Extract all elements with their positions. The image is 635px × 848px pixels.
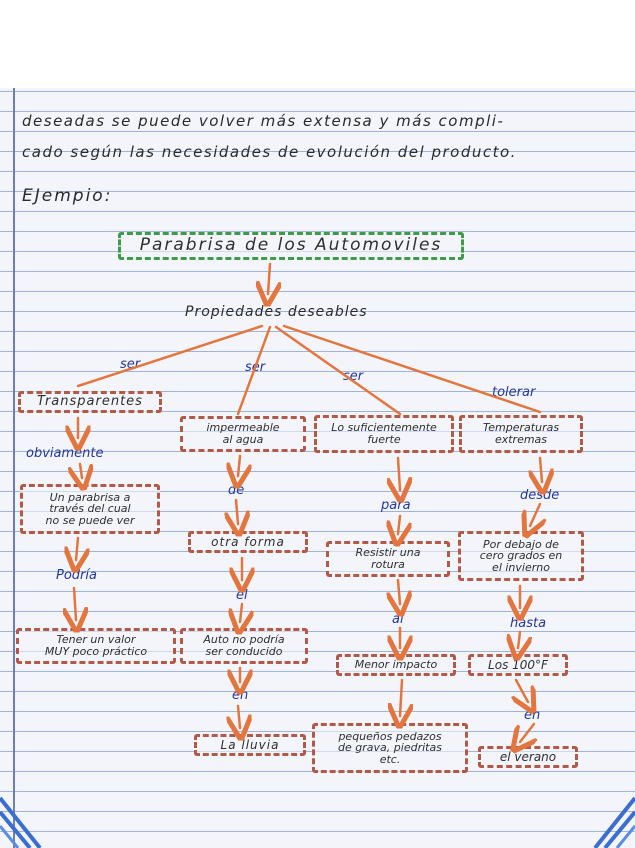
node-100f: Los 100°F bbox=[468, 654, 568, 676]
notebook-corner-right bbox=[575, 778, 635, 848]
node-line: MUY poco práctico bbox=[44, 645, 148, 658]
node-line: impermeable bbox=[206, 421, 280, 435]
connector-desde: desde bbox=[520, 488, 560, 503]
node-line: de grava, piedritas bbox=[338, 741, 442, 755]
branch-label-ser-1: ser bbox=[120, 357, 141, 372]
node-line: Auto no podría bbox=[203, 633, 285, 647]
properties-label: Propiedades deseables bbox=[185, 304, 368, 320]
connector-para: para bbox=[381, 498, 411, 513]
node-line: Tener un valor bbox=[56, 633, 136, 647]
node-valor-poco-practico bbox=[16, 628, 176, 664]
node-line: Por debajo de bbox=[483, 537, 559, 551]
node-line: Resistir una bbox=[355, 546, 421, 560]
node-pequenos-pedazos bbox=[312, 723, 468, 773]
connector-podria: Podría bbox=[56, 568, 97, 583]
node-line: Temperaturas bbox=[482, 421, 560, 435]
node-suficientemente-fuerte bbox=[314, 415, 454, 453]
node-verano: el verano bbox=[478, 746, 578, 768]
connector-obviamente: obviamente bbox=[26, 446, 104, 461]
connector-hasta: hasta bbox=[510, 616, 547, 631]
node-auto-no-conducido bbox=[180, 628, 308, 664]
node-line: no se puede ver bbox=[45, 513, 135, 527]
node-menor-impacto: Menor impacto bbox=[336, 654, 456, 676]
node-line: pequeños pedazos bbox=[338, 729, 442, 743]
node-transparentes: Transparentes bbox=[18, 391, 162, 413]
node-line: cero grados en bbox=[479, 549, 563, 563]
node-line: el invierno bbox=[492, 560, 550, 574]
example-heading: EJempio: bbox=[22, 186, 113, 206]
margin-line bbox=[13, 88, 15, 848]
node-impermeable bbox=[180, 416, 306, 452]
node-line: al agua bbox=[222, 433, 264, 446]
node-line: ser conducido bbox=[205, 645, 283, 658]
connector-en-1: en bbox=[232, 688, 249, 703]
root-node: Parabrisa de los Automoviles bbox=[118, 232, 464, 260]
notebook-corner-left bbox=[0, 778, 60, 848]
node-line: etc. bbox=[379, 752, 401, 766]
connector-el: el bbox=[236, 588, 248, 603]
node-line: través del cual bbox=[49, 502, 131, 516]
node-parabrisa-no-ver bbox=[20, 484, 160, 534]
connector-en-2: en bbox=[524, 708, 541, 723]
node-line: rotura bbox=[371, 558, 405, 571]
node-bajo-cero bbox=[458, 531, 584, 581]
branch-label-tolerar: tolerar bbox=[492, 385, 536, 400]
node-line: fuerte bbox=[367, 433, 401, 446]
node-lluvia: La lluvia bbox=[194, 734, 306, 756]
intro-line-1: deseadas se puede volver más extensa y más compli- bbox=[22, 112, 505, 130]
branch-label-ser-2: ser bbox=[245, 360, 266, 375]
node-line: extremas bbox=[494, 433, 548, 446]
node-resistir-rotura bbox=[326, 541, 450, 577]
node-otra-forma: otra forma bbox=[188, 531, 308, 553]
branch-label-ser-3: ser bbox=[343, 369, 364, 384]
node-temperaturas-extremas bbox=[459, 415, 583, 453]
node-line: Un parabrisa a bbox=[49, 490, 131, 504]
intro-line-2: cado según las necesidades de evolución del producto. bbox=[22, 143, 517, 161]
connector-al: al bbox=[392, 612, 404, 627]
connector-de: de bbox=[228, 483, 245, 498]
node-line: Lo suficientemente bbox=[331, 421, 437, 435]
